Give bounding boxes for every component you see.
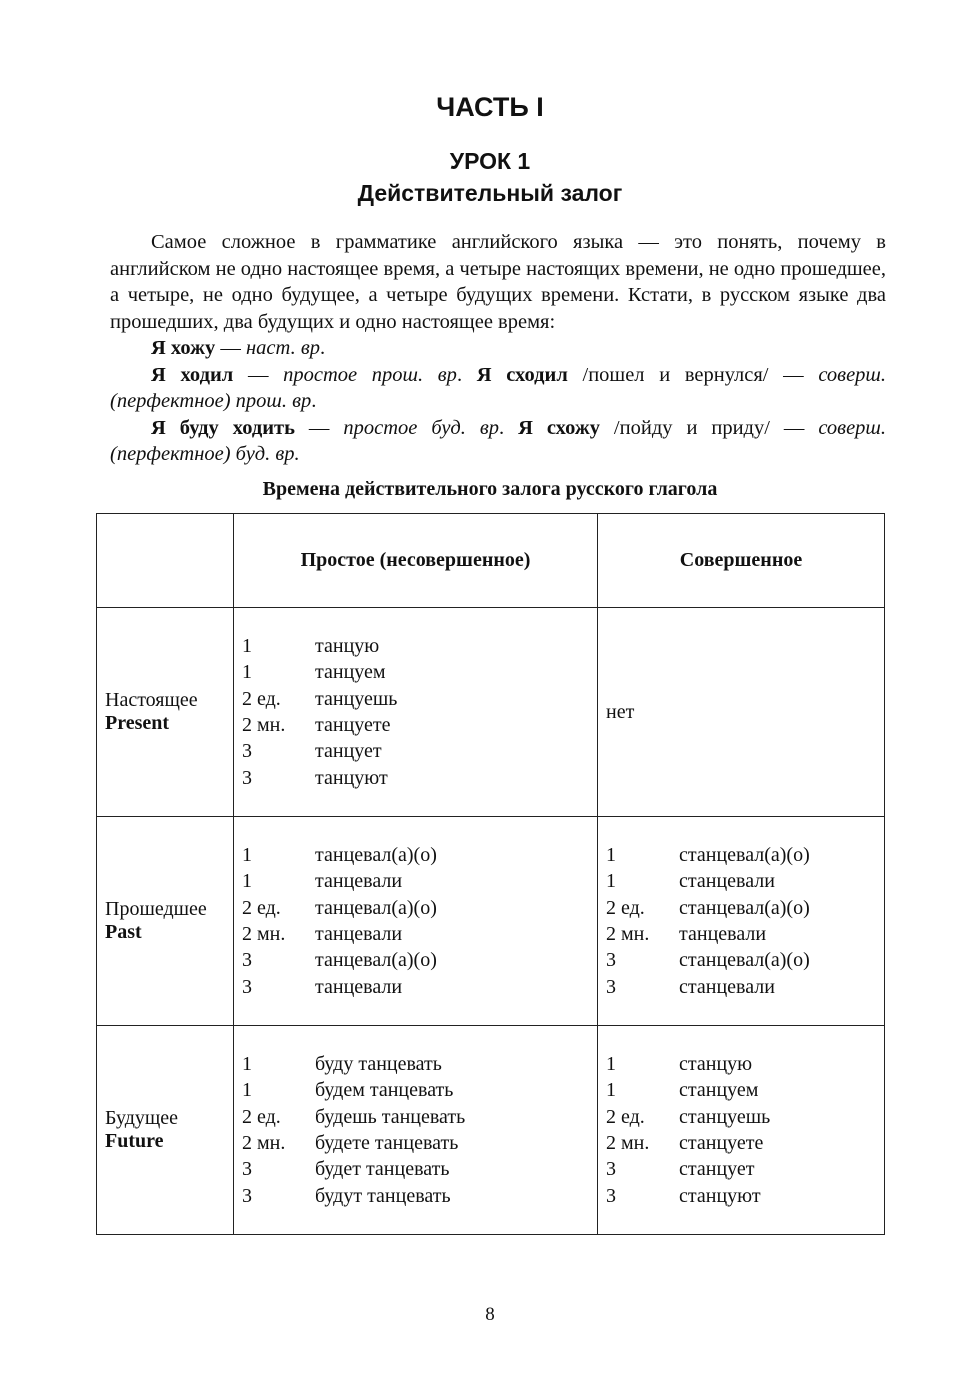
tense-ru: Прошедшее: [105, 898, 207, 920]
conjugation-line: [606, 1077, 876, 1103]
conjugation-line: [606, 921, 876, 947]
conjugation-line: [242, 633, 589, 659]
person: 2 мн.: [242, 1132, 286, 1154]
conjugation-line: [242, 1156, 589, 1182]
simple-cell: [234, 817, 598, 1026]
verb-form: танцевали: [315, 870, 403, 893]
person: 1: [242, 634, 252, 657]
example-segment: Я хожу: [151, 337, 216, 359]
conjugation-line: [242, 947, 589, 973]
conjugation-line: [242, 659, 589, 685]
perfect-cell: [598, 608, 885, 817]
verb-form: будешь танцевать: [315, 1105, 466, 1128]
conjugation-line: [242, 738, 589, 764]
conjugation-line: [242, 868, 589, 894]
example-segment: —: [233, 363, 284, 386]
verb-form: танцевал(а)(о): [315, 896, 437, 919]
tense-ru: Настоящее: [105, 689, 198, 711]
verb-form: танцуем: [315, 661, 386, 684]
person: 3: [242, 1158, 252, 1181]
tenses-table: [96, 513, 885, 1235]
verb-form: станцевал(а)(о): [679, 896, 810, 919]
intro-text: [110, 229, 886, 468]
header-cell: Совершенное: [598, 514, 885, 608]
example-segment: .: [499, 416, 519, 439]
conjugation-line: [242, 974, 589, 1000]
perfect-cell: [598, 1026, 885, 1235]
verb-form: танцуете: [315, 714, 391, 736]
tense-name-cell: [97, 817, 234, 1026]
person: 3: [242, 740, 252, 763]
person: 3: [606, 1158, 616, 1181]
conjugation-line: [606, 1104, 876, 1130]
example-segment: Я ходил: [151, 363, 234, 386]
lesson-title: УРОК 1: [449, 148, 531, 174]
conjugation-line: [242, 1130, 589, 1156]
example-segment: —: [294, 416, 344, 439]
conjugation-line: [242, 712, 589, 738]
verb-form: будет танцевать: [315, 1158, 450, 1181]
person: 3: [606, 949, 616, 972]
verb-form: танцевали: [315, 975, 403, 998]
conjugation-line: [242, 765, 589, 791]
table-row: [97, 817, 885, 1026]
verb-form: танцуют: [315, 766, 388, 789]
verb-form: танцевал(а)(о): [315, 843, 437, 866]
verb-form: станцевали: [679, 975, 775, 998]
verb-form: станцевал(а)(о): [679, 843, 810, 866]
conjugation-line: [606, 895, 876, 921]
verb-form: станцуешь: [679, 1105, 771, 1128]
person: 3: [606, 1184, 616, 1207]
example-segment: простое буд. вр: [343, 416, 499, 439]
header-cell: [97, 514, 234, 608]
example-line: [110, 415, 886, 468]
person: 2 мн.: [242, 923, 286, 945]
person: 2 ед.: [606, 1105, 645, 1128]
person: 3: [606, 975, 616, 998]
example-segment: /пошел и вернулся/ —: [567, 363, 819, 386]
verb-form: станцует: [679, 1158, 755, 1181]
conjugation-line: [606, 1156, 876, 1182]
example-line: [110, 362, 886, 415]
tense-name-cell: [97, 608, 234, 817]
perfect-cell: [598, 817, 885, 1026]
verb-form: будем танцевать: [315, 1079, 454, 1102]
conjugation-line: [606, 1130, 876, 1156]
tense-ru: Будущее: [105, 1107, 179, 1129]
person: 1: [242, 661, 252, 684]
verb-form: станцуют: [679, 1184, 761, 1207]
person: 3: [242, 766, 252, 789]
verb-form: станцую: [679, 1052, 753, 1075]
conjugation-line: [606, 947, 876, 973]
simple-cell: [234, 608, 598, 817]
tense-en: Past: [105, 921, 142, 943]
person: 3: [242, 949, 252, 972]
example-segment: Я схожу: [518, 416, 600, 439]
person: 2 мн.: [606, 1132, 650, 1154]
table-row: [97, 1026, 885, 1235]
tense-name-cell: [97, 1026, 234, 1235]
table-header-row: [97, 514, 885, 608]
conjugation-line: [606, 974, 876, 1000]
table-row: [97, 608, 885, 817]
person: 1: [242, 843, 252, 866]
person: 2 мн.: [242, 714, 286, 736]
example-segment: соверш. (перфектное) прош. вр: [110, 363, 887, 412]
person: 1: [606, 843, 616, 866]
person: 2 ед.: [242, 687, 281, 710]
conjugation-line: [242, 842, 589, 868]
conjugation-line: [242, 1104, 589, 1130]
conjugation-line: [242, 1183, 589, 1209]
example-segment: наст. вр: [246, 337, 320, 359]
example-segment: /пойду и приду/ —: [599, 416, 819, 439]
verb-form: станцевал(а)(о): [679, 949, 810, 972]
examples: [110, 335, 886, 468]
person: 1: [242, 1052, 252, 1075]
none-text: нет: [606, 700, 635, 723]
person: 2 ед.: [606, 896, 645, 919]
conjugation-line: [606, 1051, 876, 1077]
example-segment: Я буду ходить: [151, 416, 295, 439]
person: 1: [242, 870, 252, 893]
conjugation-line: [242, 1077, 589, 1103]
person: 1: [606, 870, 616, 893]
conjugation-line: [606, 868, 876, 894]
person: 1: [606, 1079, 616, 1102]
person: 3: [242, 1184, 252, 1207]
header-cell: Простое (несовершенное): [234, 514, 598, 608]
simple-cell: [234, 1026, 598, 1235]
tense-en: Present: [105, 712, 170, 734]
verb-form: станцевали: [679, 870, 775, 893]
verb-form: танцует: [315, 740, 382, 763]
conjugation-line: [242, 921, 589, 947]
conjugation-line: [242, 686, 589, 712]
verb-form: будут танцевать: [315, 1184, 451, 1207]
verb-form: буду танцевать: [315, 1052, 442, 1075]
verb-form: станцуете: [679, 1132, 764, 1154]
lesson-subtitle: Действительный залог: [357, 180, 623, 206]
verb-form: станцуем: [679, 1079, 759, 1102]
person: 1: [242, 1079, 252, 1102]
example-segment: .: [311, 390, 317, 412]
verb-form: будете танцевать: [315, 1132, 459, 1154]
example-segment: .: [456, 363, 477, 386]
conjugation-line: [242, 1051, 589, 1077]
example-segment: простое прош. вр: [283, 363, 457, 386]
conjugation-line: [606, 842, 876, 868]
intro-paragraph: Самое сложное в грамматике английского языка — это понять, почему в английском не одно настоящее время, а четыре настоящих времени, не одно прошедшее, а четыре, не одно будущее, а четыре будущих времени. Кстати, в русском языке два прошедших, два будущих и одно настоящее время:: [110, 231, 886, 333]
verb-form: танцуешь: [315, 687, 398, 710]
example-segment: —: [215, 337, 247, 359]
example-segment: соверш. (перфектное) буд. вр.: [110, 416, 887, 465]
page-number: 8: [485, 1304, 495, 1325]
person: 2 ед.: [242, 1105, 281, 1128]
example-segment: .: [320, 337, 326, 359]
person: 3: [242, 975, 252, 998]
conjugation-line: [242, 895, 589, 921]
person: 2 мн.: [606, 923, 650, 945]
example-line: [110, 335, 886, 362]
tense-en: Future: [105, 1130, 164, 1152]
part-title: ЧАСТЬ I: [436, 92, 544, 122]
verb-form: танцевали: [315, 923, 403, 945]
person: 2 ед.: [242, 896, 281, 919]
verb-form: танцую: [315, 634, 380, 657]
example-segment: Я сходил: [476, 363, 568, 386]
verb-form: танцевал(а)(о): [315, 949, 437, 972]
table-caption: Времена действительного залога русского глагола: [262, 478, 718, 500]
person: 1: [606, 1052, 616, 1075]
verb-form: танцевали: [679, 923, 767, 945]
conjugation-line: [606, 1183, 876, 1209]
